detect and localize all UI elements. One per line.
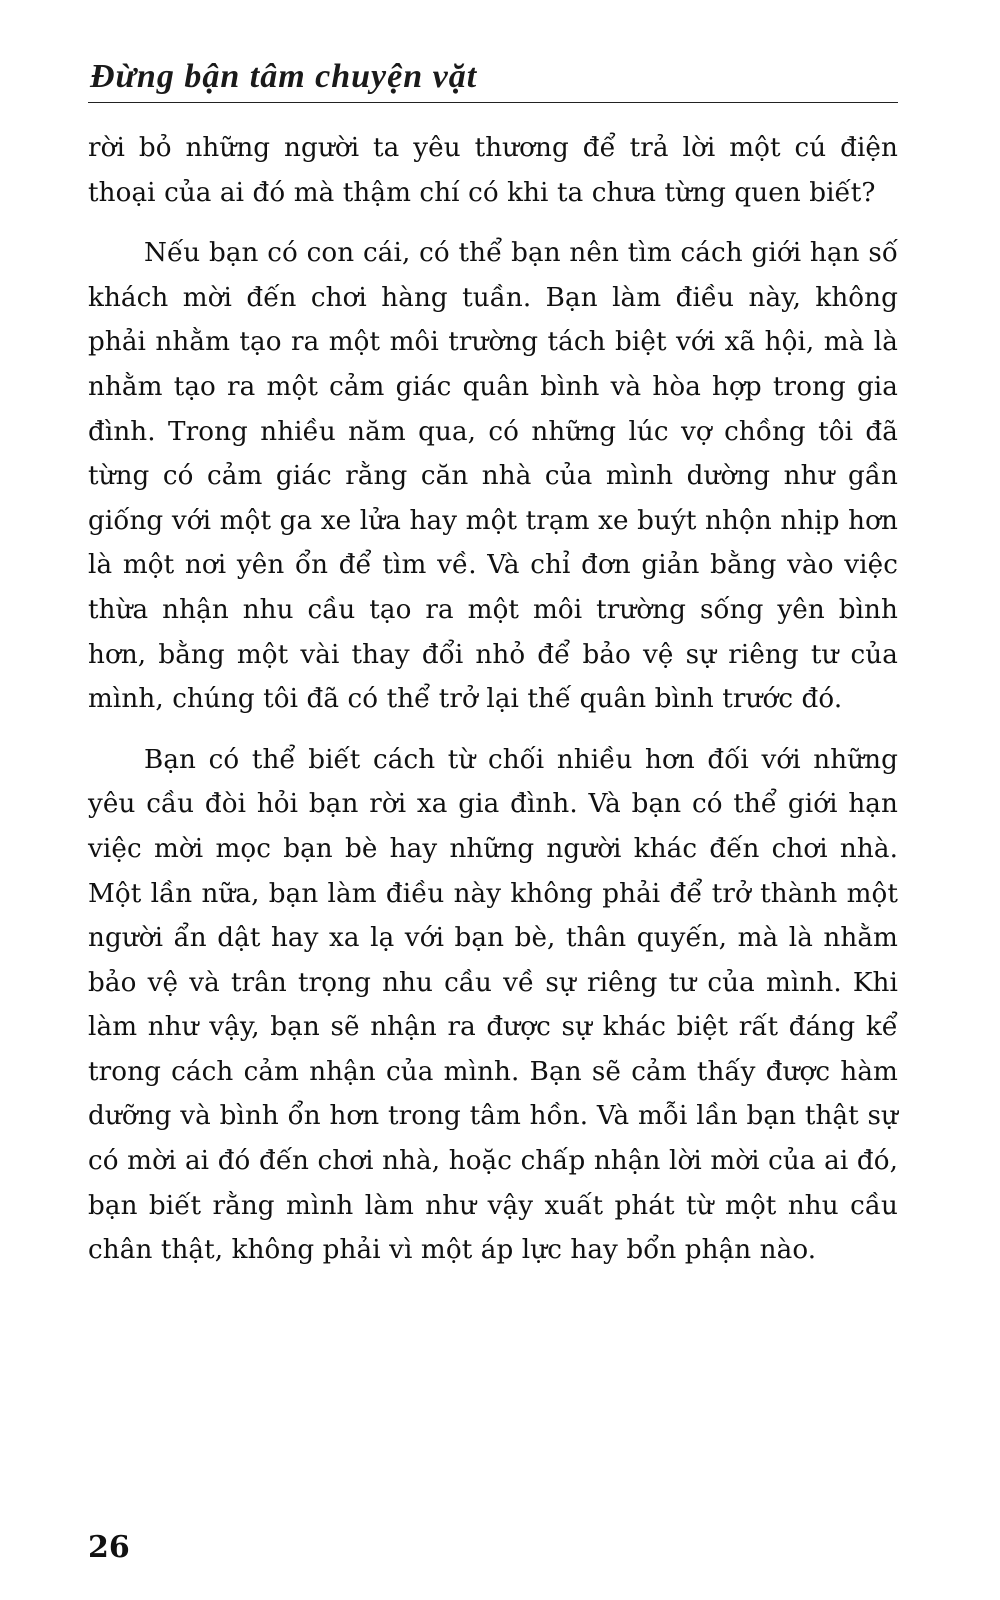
paragraph: Bạn có thể biết cách từ chối nhiều hơn đối với những yêu cầu đòi hỏi bạn rời xa gia đình. Và bạn có thể giới hạn việc mời mọc bạn bè hay những người khác đến chơi nhà. Một lần nữa, bạn làm điều này không phải để trở thành một người ẩn dật hay xa lạ với bạn bè, thân quyến, mà là nhằm bảo vệ và trân trọng nhu cầu về sự riêng tư của mình. Khi làm như vậy, bạn sẽ nhận ra được sự khác biệt rất đáng kể trong cách cảm nhận của mình. Bạn sẽ cảm thấy được hàm dưỡng và bình ổn hơn trong tâm hồn. Và mỗi lần bạn thật sự có mời ai đó đến chơi nhà, hoặc chấp nhận lời mời của ai đó, bạn biết rằng mình làm như vậy xuất phát từ một nhu cầu chân thật, không phải vì một áp lực hay bổn phận nào. (88, 744, 898, 1266)
running-header-title: Đừng bận tâm chuyện vặt (90, 58, 478, 95)
page-number: 26 (88, 1530, 130, 1565)
running-header (88, 52, 898, 103)
paragraph: Nếu bạn có con cái, có thể bạn nên tìm cách giới hạn số khách mời đến chơi hàng tuần. Bạn làm điều này, không phải nhằm tạo ra một môi trường tách biệt với xã hội, mà là nhằm tạo ra một cảm giác quân bình và hòa hợp trong gia đình. Trong nhiều năm qua, có những lúc vợ chồng tôi đã từng có cảm giác rằng căn nhà của mình dường như gần giống với một ga xe lửa hay một trạm xe buýt nhộn nhịp hơn là một nơi yên ổn để tìm về. Và chỉ đơn giản bằng vào việc thừa nhận nhu cầu tạo ra một môi trường sống yên bình hơn, bằng một vài thay đổi nhỏ để bảo vệ sự riêng tư của mình, chúng tôi đã có thể trở lại thế quân bình trước đó. (88, 238, 898, 715)
body-text (88, 126, 898, 1273)
paragraph-continuation: rời bỏ những người ta yêu thương để trả lời một cú điện thoại của ai đó mà thậm chí có khi ta chưa từng quen biết? (88, 133, 898, 208)
